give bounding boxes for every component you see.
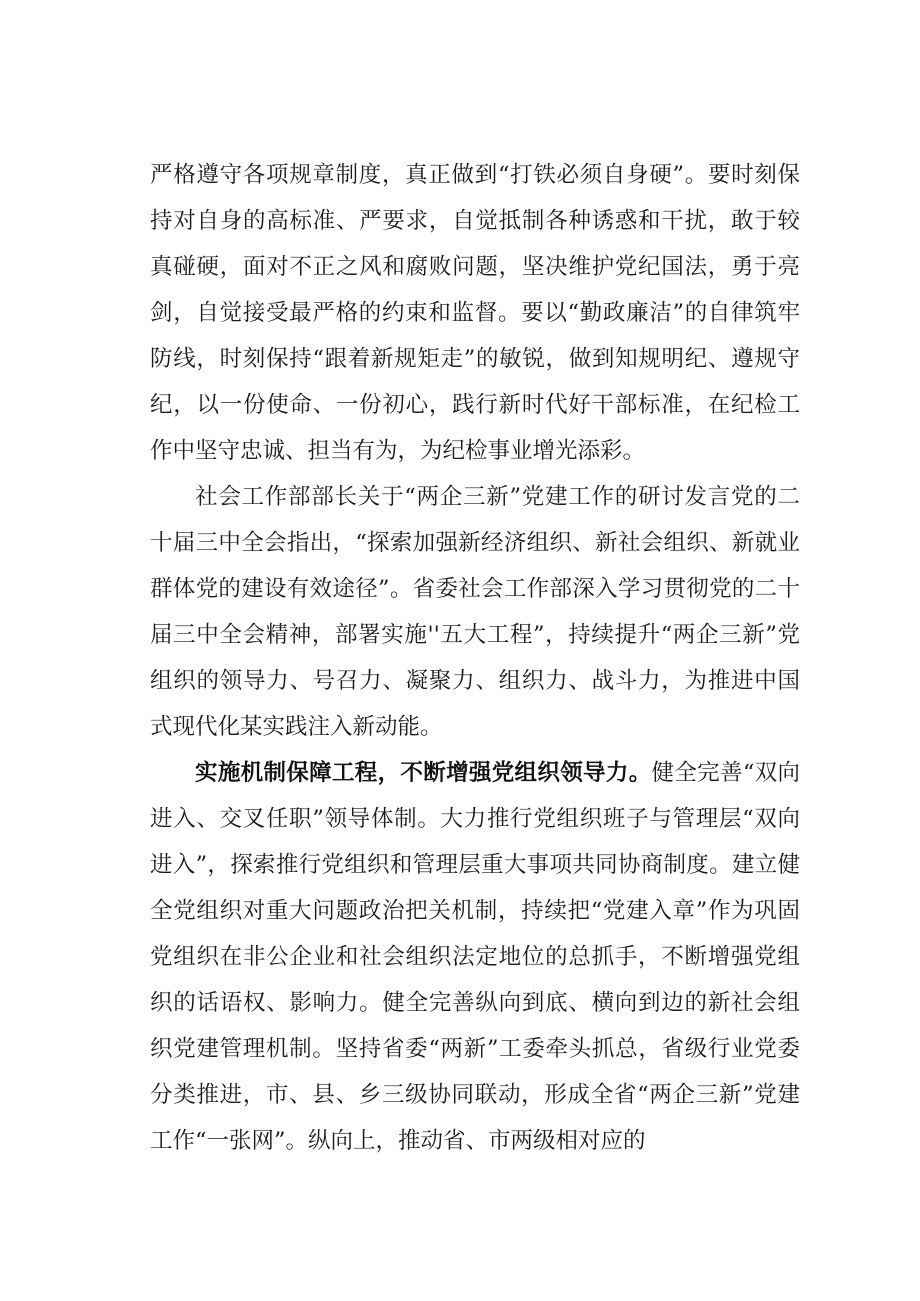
- paragraph-mechanism: [150, 750, 800, 1164]
- document-body: [150, 152, 800, 1164]
- paragraph-text: 严格遵守各项规章制度，真正做到“打铁必须自身硬”。要时刻保持对自身的高标准、严要求，自觉抵制各种诱惑和干扰，敢于较真碰硬，面对不正之风和腐败问题，坚决维护党纪国法，勇于亮剑，自觉接受最严格的约束和监督。要以“勤政廉洁”的自律筑牢防线，时刻保持“跟着新规矩走”的敏锐，做到知规明纪、遵规守纪，以一份使命、一份初心，践行新时代好干部标准，在纪检工作中坚守忠诚、担当有为，为纪检事业增光添彩。: [150, 162, 800, 464]
- paragraph-bold-lead: 实施机制保障工程，不断增强党组织领导力。: [195, 760, 652, 786]
- paragraph-speech-intro: [150, 474, 800, 750]
- paragraph-discipline: [150, 152, 800, 474]
- paragraph-text: 健全完善“双向进入、交叉任职”领导体制。大力推行党组织班子与管理层“双向进入”，探索推行党组织和管理层重大事项共同协商制度。建立健全党组织对重大问题政治把关机制，持续把“党建入章”作为巩固党组织在非公企业和社会组织法定地位的总抓手，不断增强党组织的话语权、影响力。健全完善纵向到底、横向到边的新社会组织党建管理机制。坚持省委“两新”工委牵头抓总，省级行业党委分类推进，市、县、乡三级协同联动，形成全省“两企三新”党建工作“一张网”。纵向上，推动省、市两级相对应的: [150, 760, 800, 1154]
- paragraph-text: 社会工作部部长关于“两企三新”党建工作的研讨发言党的二十届三中全会指出，“探索加强新经济组织、新社会组织、新就业群体党的建设有效途径”。省委社会工作部深入学习贯彻党的二十届三中全会精神，部署实施''五大工程”，持续提升“两企三新”党组织的领导力、号召力、凝聚力、组织力、战斗力，为推进中国式现代化某实践注入新动能。: [150, 484, 800, 740]
